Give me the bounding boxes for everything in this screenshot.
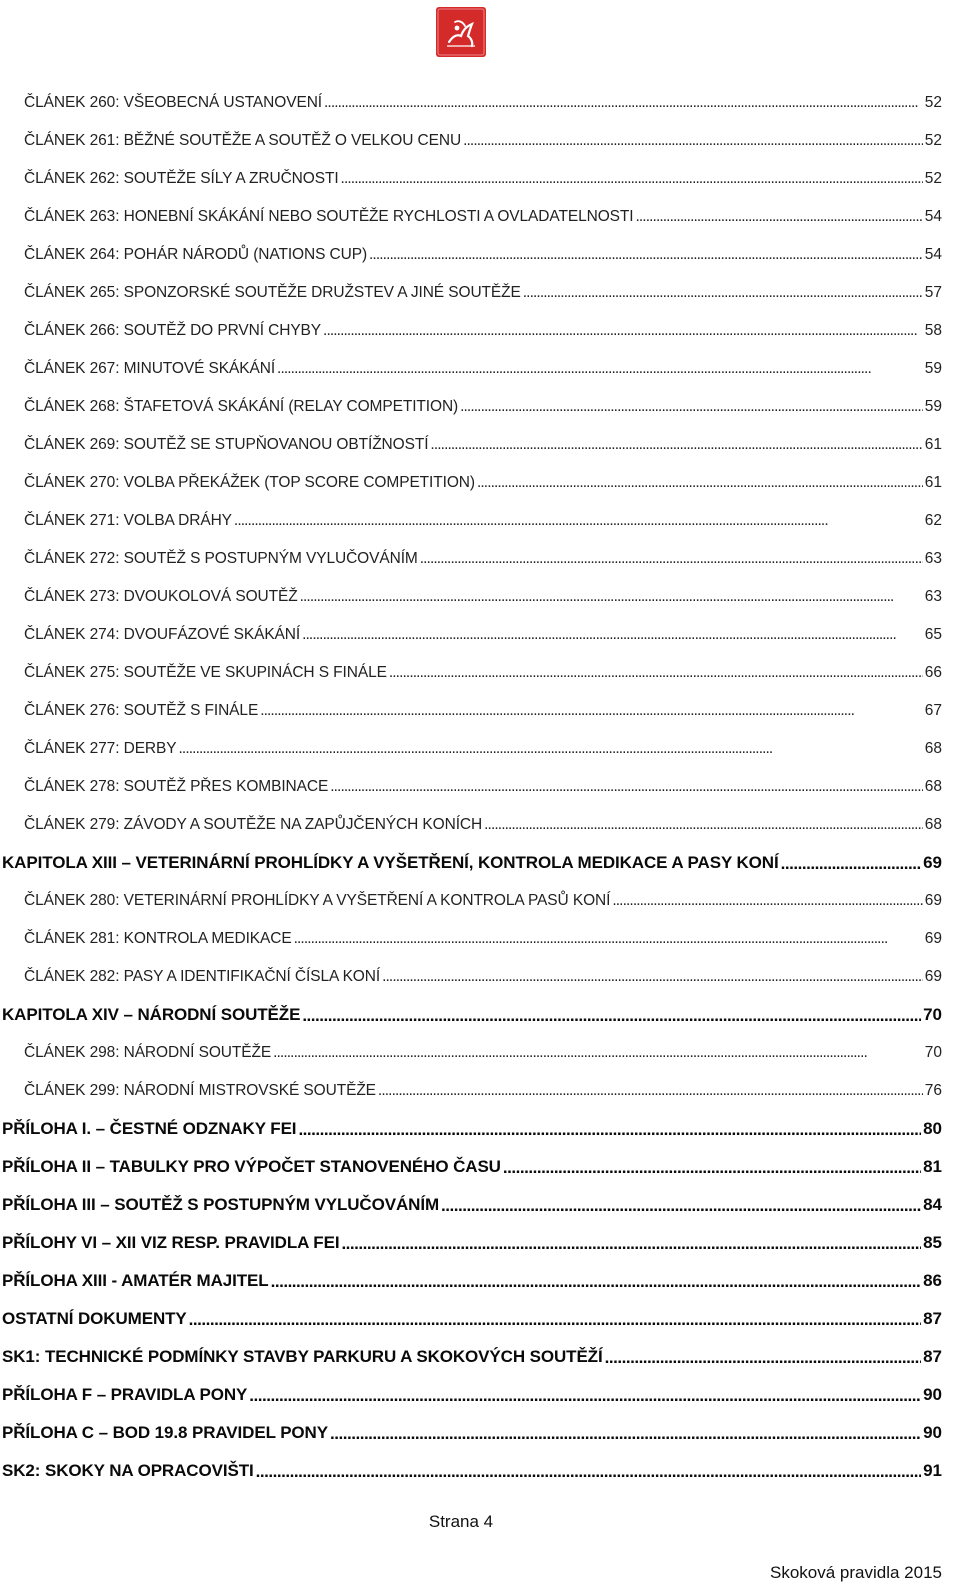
toc-entry-title: ČLÁNEK 273: DVOUKOLOVÁ SOUTĚŽ <box>24 588 298 605</box>
toc-entry-page-number: 85 <box>923 1233 942 1252</box>
toc-entry-page-number: 69 <box>924 892 942 909</box>
toc-dot-leader <box>234 513 923 529</box>
toc-dot-leader <box>341 171 923 187</box>
toc-entry-page-number: 67 <box>924 702 942 719</box>
toc-chapter-entry[interactable] <box>0 844 942 882</box>
toc-entry-title: PŘÍLOHA C – BOD 19.8 PRAVIDEL PONY <box>2 1423 328 1442</box>
toc-dot-leader <box>323 323 923 339</box>
toc-dot-leader <box>503 1159 921 1176</box>
toc-entry-page-number: 63 <box>924 588 942 605</box>
toc-article-entry[interactable] <box>0 122 942 160</box>
toc-article-entry[interactable] <box>0 920 942 958</box>
toc-article-entry[interactable] <box>0 768 942 806</box>
toc-entry-title: ČLÁNEK 270: VOLBA PŘEKÁŽEK (TOP SCORE COMPETITION) <box>24 474 475 491</box>
toc-article-entry[interactable] <box>0 312 942 350</box>
toc-entry-title: ČLÁNEK 282: PASY A IDENTIFIKAČNÍ ČÍSLA KONÍ <box>24 968 381 985</box>
toc-entry-title: PŘÍLOHA F – PRAVIDLA PONY <box>2 1385 248 1404</box>
toc-entry-title: KAPITOLA XIV – NÁRODNÍ SOUTĚŽE <box>2 1005 301 1024</box>
toc-dot-leader <box>612 893 922 909</box>
toc-article-entry[interactable] <box>0 198 942 236</box>
toc-entry-page-number: 86 <box>923 1271 942 1290</box>
toc-entry-title: ČLÁNEK 299: NÁRODNÍ MISTROVSKÉ SOUTĚŽE <box>24 1082 376 1099</box>
toc-dot-leader <box>430 437 922 453</box>
toc-entry-title: ČLÁNEK 272: SOUTĚŽ S POSTUPNÝM VYLUČOVÁNÍM <box>24 550 418 567</box>
toc-chapter-entry[interactable] <box>0 1300 942 1338</box>
toc-dot-leader <box>189 1311 921 1328</box>
toc-entry-page-number: 90 <box>923 1423 942 1442</box>
toc-article-entry[interactable] <box>0 616 942 654</box>
toc-entry-page-number: 59 <box>924 360 942 377</box>
toc-dot-leader <box>256 1463 921 1480</box>
table-of-contents <box>0 84 942 1490</box>
toc-article-entry[interactable] <box>0 654 942 692</box>
toc-chapter-entry[interactable] <box>0 1110 942 1148</box>
toc-entry-title: ČLÁNEK 263: HONEBNÍ SKÁKÁNÍ NEBO SOUTĚŽE RYCHLOSTI A OVLADATELNOSTI <box>24 208 634 225</box>
toc-dot-leader <box>389 665 923 681</box>
toc-dot-leader <box>441 1197 921 1214</box>
toc-article-entry[interactable] <box>0 882 942 920</box>
toc-dot-leader <box>302 627 923 643</box>
toc-entry-title: ČLÁNEK 268: ŠTAFETOVÁ SKÁKÁNÍ (RELAY COMPETITION) <box>24 398 459 415</box>
toc-entry-title: PŘÍLOHA XIII - AMATÉR MAJITEL <box>2 1271 269 1290</box>
toc-entry-title: PŘÍLOHA III – SOUTĚŽ S POSTUPNÝM VYLUČOVÁNÍM <box>2 1195 440 1214</box>
toc-entry-title: SK1: TECHNICKÉ PODMÍNKY STAVBY PARKURU A SKOKOVÝCH SOUTĚŽÍ <box>2 1347 603 1366</box>
toc-dot-leader <box>369 247 923 263</box>
toc-entry-page-number: 87 <box>923 1309 942 1328</box>
toc-dot-leader <box>179 741 923 757</box>
toc-chapter-entry[interactable] <box>0 1148 942 1186</box>
toc-entry-title: PŘÍLOHA I. – ČESTNÉ ODZNAKY FEI <box>2 1119 297 1138</box>
toc-entry-page-number: 68 <box>924 740 942 757</box>
toc-entry-title: KAPITOLA XIII – VETERINÁRNÍ PROHLÍDKY A VYŠETŘENÍ, KONTROLA MEDIKACE A PASY KONÍ <box>2 853 779 872</box>
toc-chapter-entry[interactable] <box>0 1376 942 1414</box>
toc-entry-page-number: 80 <box>923 1119 942 1138</box>
toc-article-entry[interactable] <box>0 730 942 768</box>
toc-entry-page-number: 90 <box>923 1385 942 1404</box>
toc-dot-leader <box>249 1387 921 1404</box>
toc-article-entry[interactable] <box>0 160 942 198</box>
document-name: Skoková pravidla 2015 <box>769 1563 942 1582</box>
page-number: Strana 4 <box>428 1512 494 1531</box>
toc-entry-title: ČLÁNEK 265: SPONZORSKÉ SOUTĚŽE DRUŽSTEV A JINÉ SOUTĚŽE <box>24 284 521 301</box>
toc-entry-title: ČLÁNEK 274: DVOUFÁZOVÉ SKÁKÁNÍ <box>24 626 301 643</box>
toc-entry-page-number: 62 <box>924 512 942 529</box>
toc-entry-page-number: 70 <box>924 1044 942 1061</box>
toc-entry-page-number: 57 <box>924 284 942 301</box>
toc-entry-title: ČLÁNEK 271: VOLBA DRÁHY <box>24 512 232 529</box>
toc-entry-page-number: 52 <box>924 94 942 111</box>
toc-entry-page-number: 69 <box>923 853 942 872</box>
toc-entry-page-number: 66 <box>924 664 942 681</box>
toc-entry-title: ČLÁNEK 261: BĚŽNÉ SOUTĚŽE A SOUTĚŽ O VELKOU CENU <box>24 132 462 149</box>
toc-dot-leader <box>273 1045 923 1061</box>
toc-article-entry[interactable] <box>0 388 942 426</box>
toc-article-entry[interactable] <box>0 806 942 844</box>
toc-entry-title: ČLÁNEK 264: POHÁR NÁRODŮ (NATIONS CUP) <box>24 246 368 263</box>
toc-dot-leader <box>477 475 923 491</box>
toc-dot-leader <box>781 855 921 872</box>
toc-entry-page-number: 81 <box>923 1157 942 1176</box>
toc-entry-title: PŘÍLOHA II – TABULKY PRO VÝPOČET STANOVENÉHO ČASU <box>2 1157 501 1176</box>
toc-entry-page-number: 52 <box>924 132 942 149</box>
toc-entry-title: ČLÁNEK 279: ZÁVODY A SOUTĚŽE NA ZAPŮJČENÝCH KONÍCH <box>24 816 483 833</box>
toc-dot-leader <box>298 1121 921 1138</box>
toc-article-entry[interactable] <box>0 502 942 540</box>
toc-article-entry[interactable] <box>0 350 942 388</box>
toc-entry-title: ČLÁNEK 298: NÁRODNÍ SOUTĚŽE <box>24 1044 272 1061</box>
toc-dot-leader <box>302 1007 921 1024</box>
toc-entry-page-number: 70 <box>923 1005 942 1024</box>
toc-dot-leader <box>330 1425 921 1442</box>
toc-entry-page-number: 58 <box>924 322 942 339</box>
toc-article-entry[interactable] <box>0 540 942 578</box>
toc-chapter-entry[interactable] <box>0 1452 942 1490</box>
toc-entry-title: ČLÁNEK 262: SOUTĚŽE SÍLY A ZRUČNOSTI <box>24 170 339 187</box>
toc-entry-page-number: 52 <box>924 170 942 187</box>
toc-article-entry[interactable] <box>0 1034 942 1072</box>
toc-dot-leader <box>605 1349 921 1366</box>
toc-article-entry[interactable] <box>0 578 942 616</box>
toc-chapter-entry[interactable] <box>0 1338 942 1376</box>
toc-entry-title: ČLÁNEK 267: MINUTOVÉ SKÁKÁNÍ <box>24 360 276 377</box>
toc-article-entry[interactable] <box>0 236 942 274</box>
toc-entry-title: ČLÁNEK 260: VŠEOBECNÁ USTANOVENÍ <box>24 94 322 111</box>
toc-article-entry[interactable] <box>0 692 942 730</box>
toc-dot-leader <box>484 817 923 833</box>
equestrian-federation-logo-icon <box>435 6 487 58</box>
toc-dot-leader <box>271 1273 922 1290</box>
toc-dot-leader <box>300 589 923 605</box>
toc-entry-title: ČLÁNEK 280: VETERINÁRNÍ PROHLÍDKY A VYŠETŘENÍ A KONTROLA PASŮ KONÍ <box>24 892 611 909</box>
toc-article-entry[interactable] <box>0 958 942 996</box>
toc-dot-leader <box>382 969 923 985</box>
toc-entry-title: ČLÁNEK 281: KONTROLA MEDIKACE <box>24 930 292 947</box>
toc-article-entry[interactable] <box>0 274 942 312</box>
toc-entry-page-number: 63 <box>924 550 942 567</box>
toc-entry-title: OSTATNÍ DOKUMENTY <box>2 1309 187 1328</box>
toc-entry-title: ČLÁNEK 266: SOUTĚŽ DO PRVNÍ CHYBY <box>24 322 322 339</box>
toc-dot-leader <box>635 209 922 225</box>
toc-entry-title: ČLÁNEK 275: SOUTĚŽE VE SKUPINÁCH S FINÁLE <box>24 664 387 681</box>
toc-entry-page-number: 68 <box>924 816 942 833</box>
toc-entry-page-number: 65 <box>924 626 942 643</box>
toc-dot-leader <box>523 285 923 301</box>
toc-entry-title: ČLÁNEK 276: SOUTĚŽ S FINÁLE <box>24 702 259 719</box>
toc-dot-leader <box>463 133 923 149</box>
toc-entry-page-number: 68 <box>924 778 942 795</box>
toc-dot-leader <box>294 931 923 947</box>
toc-article-entry[interactable] <box>0 464 942 502</box>
toc-entry-page-number: 61 <box>924 474 942 491</box>
toc-entry-title: ČLÁNEK 277: DERBY <box>24 740 177 757</box>
toc-entry-page-number: 84 <box>923 1195 942 1214</box>
toc-entry-page-number: 76 <box>924 1082 942 1099</box>
toc-dot-leader <box>260 703 923 719</box>
toc-dot-leader <box>378 1083 923 1099</box>
toc-dot-leader <box>420 551 923 567</box>
toc-entry-page-number: 59 <box>924 398 942 415</box>
toc-dot-leader <box>330 779 923 795</box>
toc-entry-page-number: 54 <box>924 208 942 225</box>
toc-entry-title: PŘÍLOHY VI – XII VIZ RESP. PRAVIDLA FEI <box>2 1233 340 1252</box>
toc-article-entry[interactable] <box>0 84 942 122</box>
toc-entry-title: ČLÁNEK 278: SOUTĚŽ PŘES KOMBINACE <box>24 778 329 795</box>
toc-entry-page-number: 54 <box>924 246 942 263</box>
toc-entry-page-number: 69 <box>924 968 942 985</box>
toc-entry-title: SK2: SKOKY NA OPRACOVIŠTI <box>2 1461 254 1480</box>
toc-chapter-entry[interactable] <box>0 1224 942 1262</box>
toc-article-entry[interactable] <box>0 1072 942 1110</box>
toc-dot-leader <box>341 1235 921 1252</box>
toc-entry-page-number: 61 <box>924 436 942 453</box>
toc-article-entry[interactable] <box>0 426 942 464</box>
toc-entry-page-number: 69 <box>924 930 942 947</box>
toc-dot-leader <box>460 399 923 415</box>
toc-entry-page-number: 91 <box>923 1461 942 1480</box>
toc-chapter-entry[interactable] <box>0 1186 942 1224</box>
toc-entry-page-number: 87 <box>923 1347 942 1366</box>
toc-chapter-entry[interactable] <box>0 1262 942 1300</box>
toc-chapter-entry[interactable] <box>0 1414 942 1452</box>
toc-dot-leader <box>324 95 923 111</box>
toc-dot-leader <box>277 361 923 377</box>
toc-chapter-entry[interactable] <box>0 996 942 1034</box>
toc-entry-title: ČLÁNEK 269: SOUTĚŽ SE STUPŇOVANOU OBTÍŽNOSTÍ <box>24 436 429 453</box>
